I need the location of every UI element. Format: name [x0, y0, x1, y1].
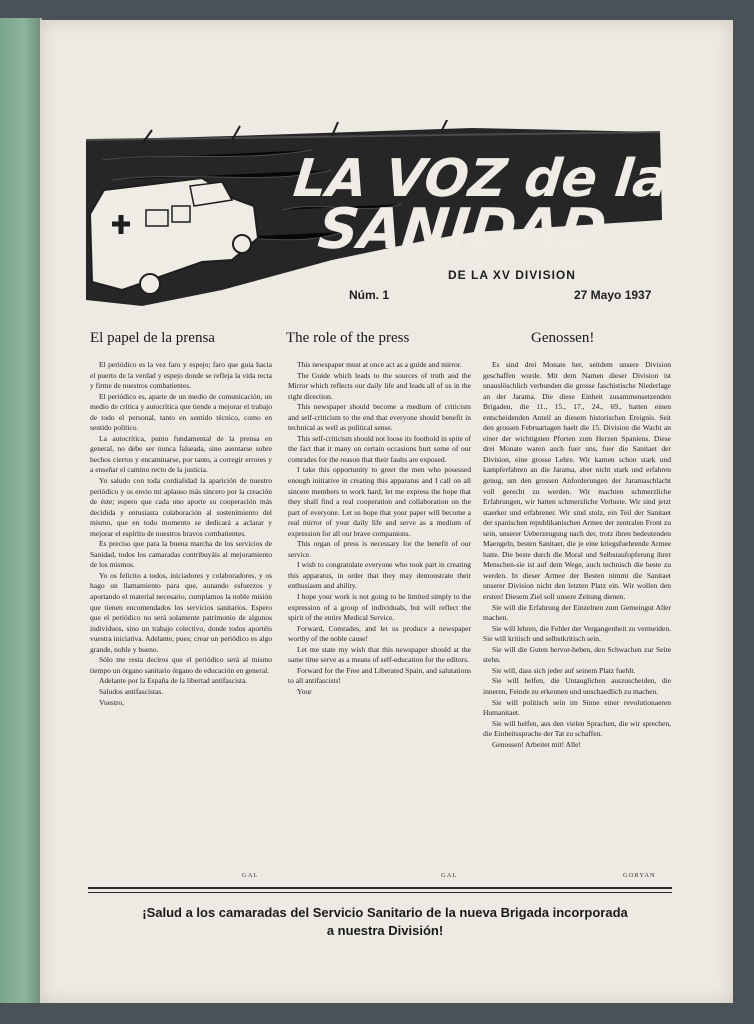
footer-rule-thick	[88, 887, 672, 889]
paragraph: This self-criticism should not loose its foothold in spite of the fact that it many on certain occasions hurt some of our comrades for the reason that their faults are exposed.	[288, 433, 471, 464]
book-binding-edge	[0, 18, 42, 1003]
paragraph: Genossen! Arbeitet mit! Alle!	[492, 739, 581, 749]
paragraph: Forward for the Free and Liberated Spain, and salutations to all antifascists!	[288, 665, 471, 686]
paragraph: The Guide which leads to the sources of truth and the Mirror which reflects our daily life and leads all of us in the right direction.	[288, 370, 471, 401]
paragraph: El periódico es la vez faro y espejo; faro que guia hacia el puerto de la verdad y espejo donde se refleja la vida recta y firme de nuestros combatientes.	[90, 360, 272, 391]
salutation-line-2: a nuestra División!	[326, 923, 444, 938]
paragraph: Yo saludo con toda cordialidad la aparición de nuestro periódico y os envio mi aplauso más sincero por la creación de éste; espero que cada uno aporte su cooperación más decidida y entusiasta colaboración al sostenimiento del mismo, que en todo momento se dedicará a aclarar y mejorar el espíritu de nuestros bravos combatientes.	[90, 476, 272, 538]
paragraph: Sie will die Guten hervor-heben, den Schwachen zur Seite stehn.	[483, 644, 671, 665]
paragraph: I hope your work is not going to be limited simply to the expression of a group of individuals, but will reflect the spirit of the entire Medical Service.	[288, 592, 471, 623]
salutation-line-1: ¡Salud a los camaradas del Servicio Sanitario de la nueva Brigada incorporada	[142, 905, 628, 920]
masthead-title-line2: SANIDAD	[315, 197, 610, 262]
article-title-german: Genossen!	[531, 330, 595, 346]
newspaper-page	[40, 20, 733, 1003]
issue-date: 27 Mayo 1937	[574, 288, 652, 302]
paragraph: Sólo me resta deciros que el periódico será al mismo tiempo un órgano sanitario órgano de educación en general.	[90, 655, 272, 675]
paragraph: Sie will, dass sich jeder auf seinem Platz fuehlt.	[492, 665, 636, 675]
article-body-spanish	[90, 360, 272, 880]
paragraph: Es sind drei Monate her, seitdem unsere Division geschaffen wurde. Mit dem Namen dieser Division ist unauslöschlich verbunden die grosse faschistische Niederlage an der Jarama. Die diese Einheit zusammensetzenden Brigaden, die 11., 15., 17., 24., 69., hatten einen entscheidenden Anteil an diesem historischen Ereignis. Seit den grossen Februartagen haelt die 15. Division die Wacht an einer der wichtigsten Pforten zum Herzen Spaniens. Diese drei Monate waren auch fuer uns, fuer die Sanitaet der Division, eine grosse Lehre. Wir kamen schon stark und kampferfahren an die Jarama, aber nicht stark und erfahren genug, um den grossen Anforderungen der Jaramaschlacht voll gerecht zu werden. Wir machten schmerzliche Erfahrungen, wir hatten schmerzliche Verluste. Wir sind jetzt staerker und erfahrener. Wir sind stolz, ein Teil der Sanitaet der spanischen republikanischen Armee der zentralen Front zu sein, unserer Ueberzeugung nach der, trotz ihren bedeutenden Maengeln, besten Sanitaet, die je eine kriegsfuehrende Armee hatte. Die beste durch die Moral und Selbstaufopferung ihrer Menschen-sie ist auf dem Wege, auch technisch die beste zu werden. In dieser Armee der Besten nimmt die Sanitaet unserer Division nicht den letzten Platz ein. Wir wollen den ersten! Diesem Ziel soll unsere Zeitung dienen.	[483, 360, 671, 602]
paragraph: Sie will die Erfahrung der Einzelnen zum Gemeingut Aller machen.	[483, 602, 671, 623]
paragraph: This organ of press is necessary for the benefit of our service.	[288, 539, 471, 559]
signature-german: GORYAN	[623, 872, 656, 879]
footer-rule-thin	[88, 892, 672, 893]
paragraph: Sie will politisch sein im Sinne einer revolutionaeren Humanitaet.	[483, 697, 671, 718]
article-title-spanish: El papel de la prensa	[90, 330, 215, 346]
paragraph: Sie will lehren, die Fehler der Vergangenheit zu vermeiden. Sie will kritisch und selbstkritisch sein.	[483, 623, 671, 644]
paragraph: Vuestro,	[99, 697, 125, 707]
signature-spanish: GAL	[242, 872, 259, 879]
paragraph: Forward, Comrades, and let us produce a newspaper worthy of the noble cause!	[288, 623, 471, 644]
paragraph: El periódico es, aparte de un medio de comunicación, un medio de crítica y autocrítica que tiende a mejorar el trabajo de todo el personal, tanto en sentido técnico, como en sentido político.	[90, 391, 272, 433]
division-subtitle: DE LA XV DIVISION	[448, 268, 576, 282]
paragraph: Sie will helfen, aus den vielen Sprachen, die wir sprechen, die Einheitssprache der Tat zu schaffen.	[483, 718, 671, 739]
masthead-illustration	[82, 120, 667, 310]
issue-number: Núm. 1	[349, 288, 390, 302]
masthead-title-line1: LA VOZ de la	[290, 149, 667, 209]
paragraph: I wish to congratulate everyone who took part in creating this apparatus, in order that they may demonstrate their enthusiasm and ability.	[288, 560, 471, 591]
paragraph: Let me state my wish that this newspaper should at the same time serve as a means of self-education for the editors.	[288, 644, 471, 665]
paragraph: La autocrítica, punto fundamental de la prensa en general, no debe ser nunca falseada, sino asentarse sobre hechos ciertos y encaminarse, por tanto, a corregir errores y a enseñar el camino recto de la justicia.	[90, 433, 272, 475]
paragraph: Saludos antifascistas.	[99, 686, 164, 696]
paragraph: This newspaper must at once act as a guide and mirror.	[297, 360, 462, 369]
paragraph: Sie will helfen, die Untauglichen auszuscheiden, die inneren, Feinde zu erkennen und unschaedlich zu machen.	[483, 676, 671, 696]
paragraph: I take this opportunity to greet the men who posessed enough initiative in creating this apparatus and I call on all sincere members to work hard; let me express the hope that they shall find a real cooperation and collaboration on the part of everyone. Let us hope that your paper will become a real mirror of your daily life and serve as a medium of expression for all our brave companions.	[288, 465, 471, 538]
article-title-english: The role of the press	[286, 330, 410, 346]
paragraph: This newspaper should become a medium of criticism and self-criticism to the end that everyone should benefit in technical as well as political sense.	[288, 402, 471, 433]
paragraph: Es preciso que para la buena marcha de los servicios de Sanidad, todos los camaradas contribuyáis al mejoramiento de los mismos.	[90, 539, 272, 570]
footer-salutation	[90, 904, 680, 940]
article-body-english	[288, 360, 471, 880]
article-body-german	[483, 360, 671, 880]
paragraph: Yo os felicito a todos, iniciadores y colaboradores, y os hago un llamamiento para que, aunando esfuerzos y aportando el material necesario, cumplamos la noble misión que tienen encomendados los servicios sanitarios. Espero que el periódico no será solamente patrimonio de algunos individuos, sino un trabajo colectivo, donde todos aportéis vuestra iniciativa. Adelante, pues; crear un periódico es algo grande, noble y bueno.	[90, 570, 272, 654]
paragraph: Adelante por la España de la libertad antifascista.	[99, 676, 248, 686]
paragraph: Your	[297, 686, 312, 696]
signature-english: GAL	[441, 872, 458, 879]
